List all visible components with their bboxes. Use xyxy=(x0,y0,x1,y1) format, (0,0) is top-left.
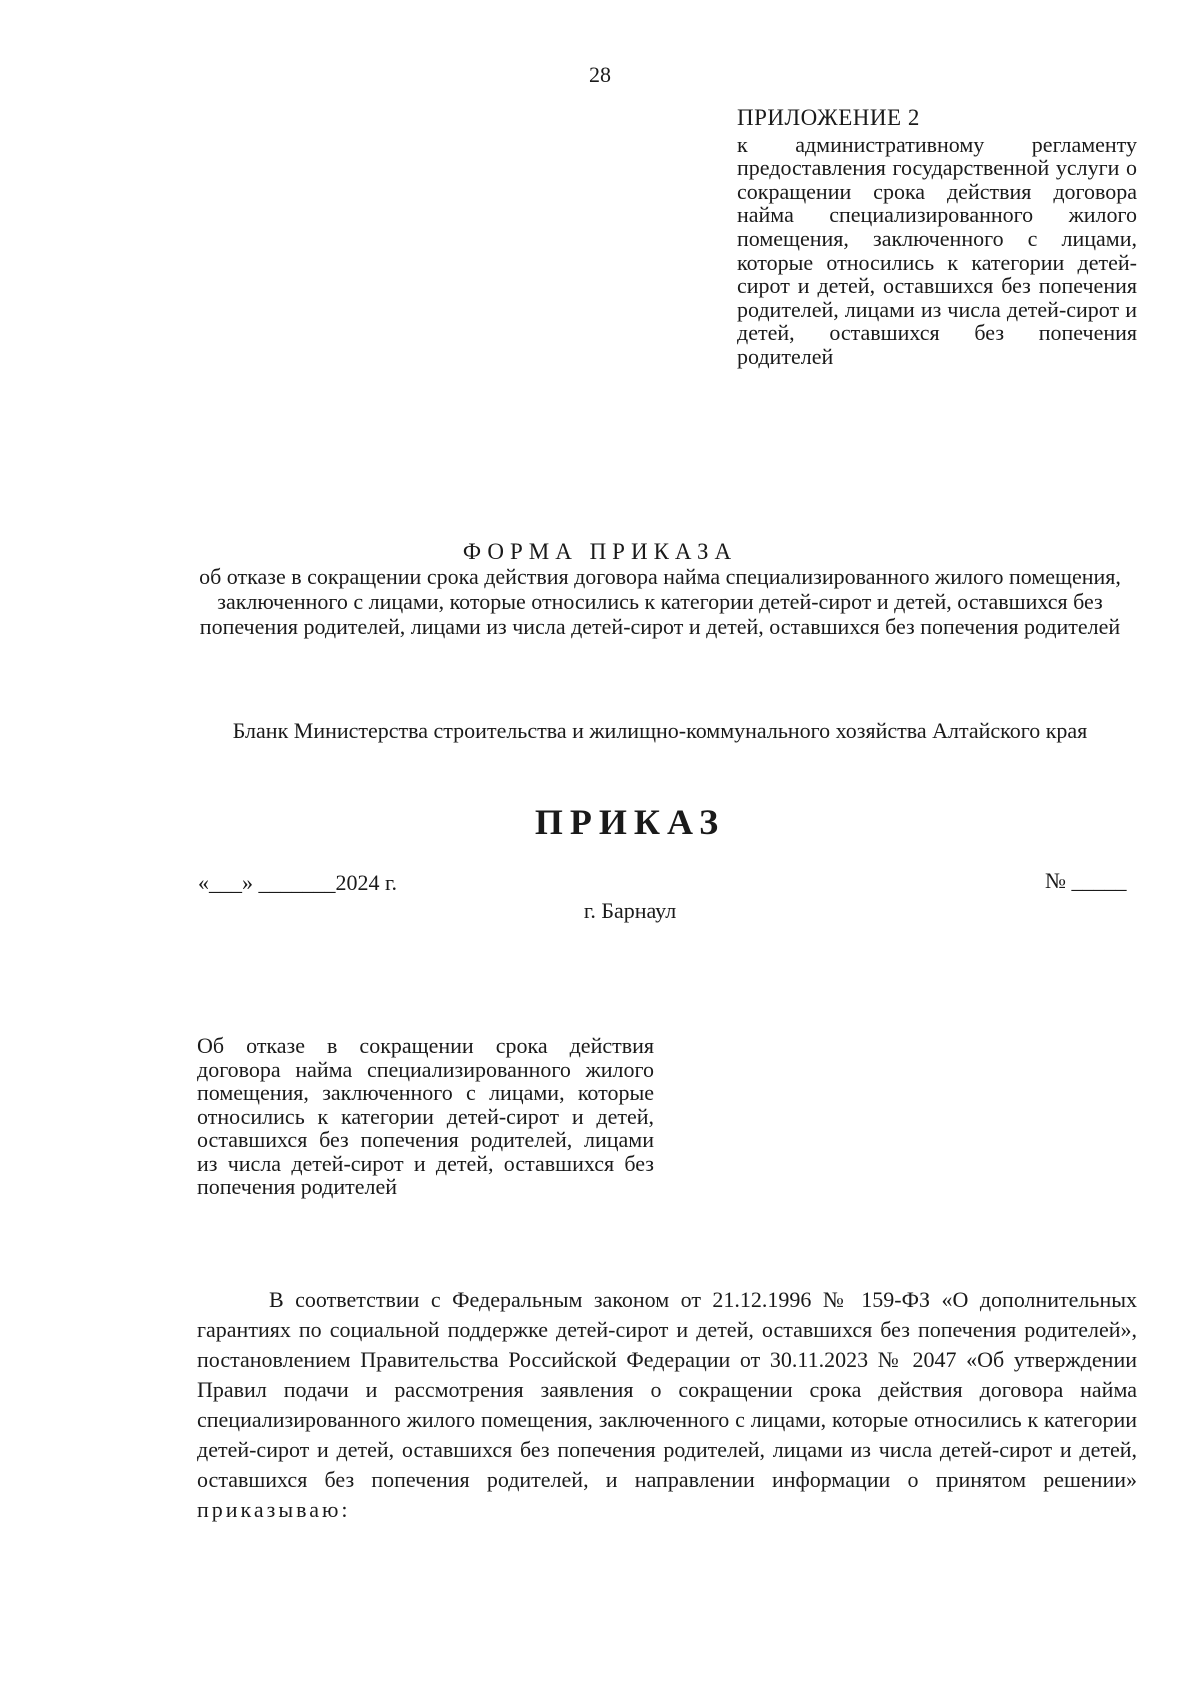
appendix-text: к административному регламенту предоставления государственной услуги о сокращении срока действия договора найма специализированного жилого помещения, заключенного с лицами, которые относились к категории детей-сирот и детей, оставшихся без попечения родителей, лицами из числа детей-сирот и детей, оставшихся без попечения родителей xyxy=(737,131,1137,369)
page-number: 28 xyxy=(589,62,611,87)
order-body-text: В соответствии с Федеральным законом от 21.12.1996 № 159-ФЗ «О дополнительных гарантиях по социальной поддержке детей-сирот и детей, оставшихся без попечения родителей», постановлением Правительства Российской Федерации от 30.11.2023 № 2047 «Об утверждении Правил подачи и рассмотрения заявления о сокращении срока действия договора найма специализированного жилого помещения, заключенного с лицами, которые относились к категории детей-сирот и детей, оставшихся без попечения родителей, лицами из числа детей-сирот и детей, оставшихся без попечения родителей, и направлении информации о принятом решении» xyxy=(197,1287,1137,1492)
order-city: г. Барнаул xyxy=(583,898,677,923)
order-subject: Об отказе в сокращении срока действия договора найма специализированного жилого помещения, заключенного с лицами, которые относились к категории детей-сирот и детей, оставшихся без попечения родителей, лицами из числа детей-сирот и детей, оставшихся без попечения родителей xyxy=(197,1033,654,1199)
order-date-field: «___» _______2024 г. xyxy=(198,870,398,895)
form-subtitle: об отказе в сокращении срока действия договора найма специализированного жилого помещения, заключенного с лицами, которые относились к категории детей-сирот и детей, оставшихся без попечения родителей, лицами из числа детей-сирот и детей, оставшихся без попечения родителей xyxy=(199,564,1121,639)
form-heading: ФОРМА ПРИКАЗА xyxy=(462,539,738,564)
order-body-paragraph xyxy=(197,1285,1137,1525)
appendix-block xyxy=(737,106,1137,369)
order-number-field: № _____ xyxy=(1045,868,1127,893)
order-body-ending: приказываю: xyxy=(197,1497,351,1522)
order-title: ПРИКАЗ xyxy=(534,802,726,842)
appendix-title: ПРИЛОЖЕНИЕ 2 xyxy=(737,105,920,130)
letterhead-text: Бланк Министерства строительства и жилищно-коммунального хозяйства Алтайского края xyxy=(232,718,1088,743)
